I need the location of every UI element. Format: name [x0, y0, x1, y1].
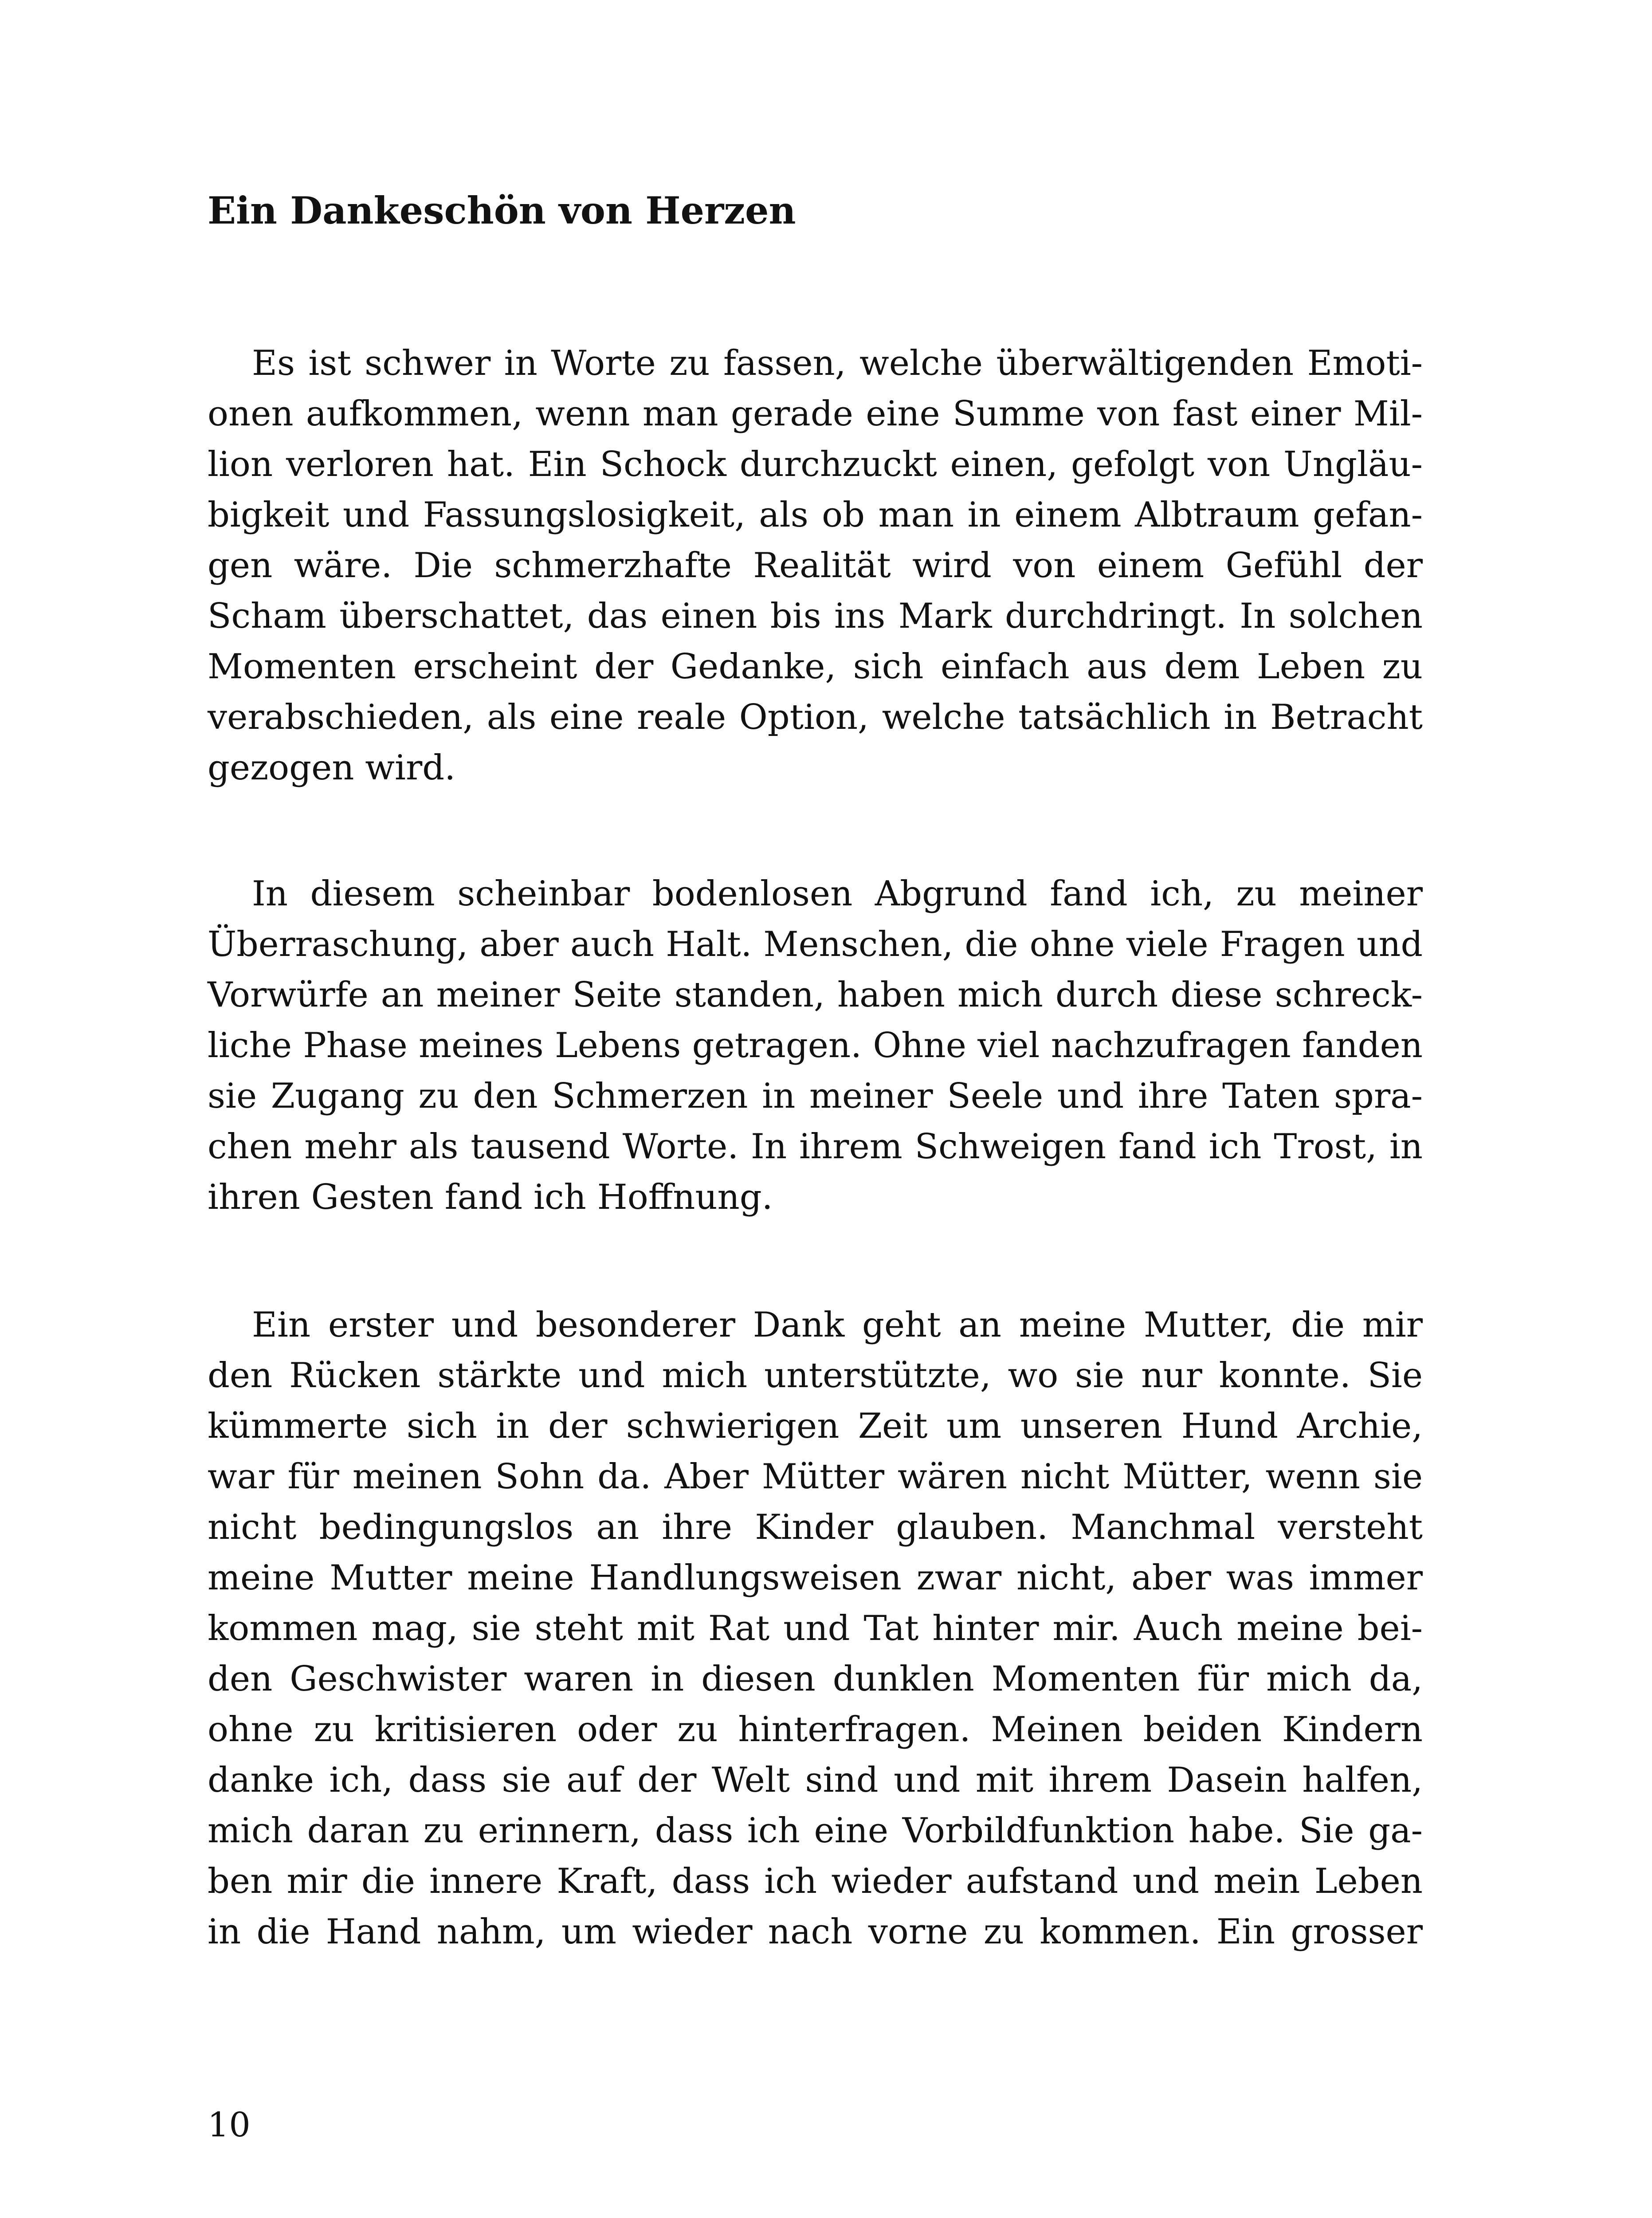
text-line: Es ist schwer in Worte zu fassen, welche überwältigenden Emoti-: [252, 343, 1423, 383]
text-line: den Rücken stärkte und mich unterstützte, wo sie nur konnte. Sie: [208, 1356, 1423, 1396]
text-line: war für meinen Sohn da. Aber Mütter wären nicht Mütter, wenn sie: [208, 1457, 1423, 1497]
text-line: gezogen wird.: [208, 748, 455, 788]
text-line: kommen mag, sie steht mit Rat und Tat hinter mir. Auch meine bei-: [208, 1608, 1423, 1648]
text-line: danke ich, dass sie auf der Welt sind und mit ihrem Dasein halfen,: [208, 1760, 1423, 1800]
text-line: onen aufkommen, wenn man gerade eine Summe von fast einer Mil-: [208, 394, 1423, 434]
text-line: mich daran zu erinnern, dass ich eine Vorbildfunktion habe. Sie ga-: [208, 1811, 1423, 1851]
text-line: ihren Gesten fand ich Hoffnung.: [208, 1177, 773, 1217]
text-line: Scham überschattet, das einen bis ins Mark durchdringt. In solchen: [208, 596, 1423, 636]
text-line: nicht bedingungslos an ihre Kinder glauben. Manchmal versteht: [208, 1507, 1423, 1547]
text-line: ben mir die innere Kraft, dass ich wieder aufstand und mein Leben: [208, 1861, 1423, 1901]
text-line: lion verloren hat. Ein Schock durchzuckt einen, gefolgt von Ungläu-: [208, 444, 1423, 484]
text-line: Überraschung, aber auch Halt. Menschen, die ohne viele Fragen und: [208, 924, 1423, 964]
text-line: bigkeit und Fassungslosigkeit, als ob man in einem Albtraum gefan-: [208, 495, 1423, 535]
text-line: meine Mutter meine Handlungsweisen zwar nicht, aber was immer: [208, 1558, 1423, 1598]
text-line: kümmerte sich in der schwierigen Zeit um unseren Hund Archie,: [208, 1406, 1423, 1446]
text-line: in die Hand nahm, um wieder nach vorne zu kommen. Ein grosser: [208, 1912, 1423, 1952]
text-line: chen mehr als tausend Worte. In ihrem Schweigen fand ich Trost, in: [208, 1127, 1423, 1167]
text-line: ohne zu kritisieren oder zu hinterfragen. Meinen beiden Kindern: [208, 1710, 1423, 1750]
text-line: den Geschwister waren in diesen dunklen Momenten für mich da,: [208, 1659, 1423, 1699]
text-line: In diesem scheinbar bodenlosen Abgrund fand ich, zu meiner: [252, 874, 1423, 914]
text-line: Momenten erscheint der Gedanke, sich einfach aus dem Leben zu: [208, 647, 1423, 687]
text-line: gen wäre. Die schmerzhafte Realität wird von einem Gefühl der: [208, 546, 1423, 586]
paragraph-1: [208, 338, 1423, 793]
paragraph-2: [208, 869, 1423, 1223]
page-number: 10: [208, 2105, 251, 2144]
text-line: verabschieden, als eine reale Option, welche tatsächlich in Betracht: [208, 697, 1423, 737]
text-line: liche Phase meines Lebens getragen. Ohne viel nachzufragen fanden: [208, 1026, 1423, 1066]
text-line: Ein erster und besonderer Dank geht an meine Mutter, die mir: [252, 1305, 1423, 1345]
chapter-heading: Ein Dankeschön von Herzen: [208, 189, 796, 232]
text-line: Vorwürfe an meiner Seite standen, haben mich durch diese schreck-: [208, 975, 1423, 1015]
paragraph-3: [208, 1300, 1423, 1957]
text-line: sie Zugang zu den Schmerzen in meiner Seele und ihre Taten spra-: [208, 1076, 1423, 1116]
